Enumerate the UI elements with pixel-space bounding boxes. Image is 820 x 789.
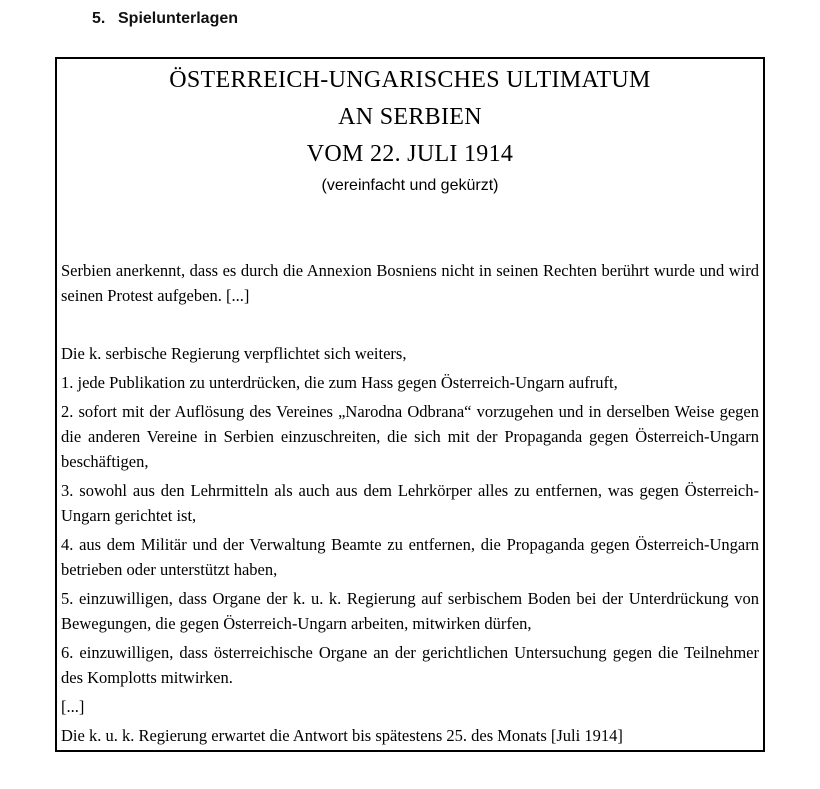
demand-item-6: 6. einzuwilligen, dass österreichische Organe an der gerichtlichen Untersuchung gegen die Teilnehmer des Komplotts mitwirken. [61,643,759,687]
document-subtitle: (vereinfacht und gekürzt) [321,177,499,194]
document-title-line-3: VOM 22. JULI 1914 [306,141,514,167]
demand-item-4: 4. aus dem Militär und der Verwaltung Beamte zu entfernen, die Propaganda gegen Österreich-Ungarn betrieben oder unterstützt haben, [61,535,759,579]
demand-item-5: 5. einzuwilligen, dass Organe der k. u. k. Regierung auf serbischem Boden bei der Unterdrückung von Bewegungen, die gegen Österreich-Ungarn arbeiten, mitwirken dürfen, [61,589,759,633]
obligations-lead-paragraph: Die k. serbische Regierung verpflichtet sich weiters, [61,344,407,363]
section-number: 5. [92,10,106,27]
section-heading [92,9,238,29]
deadline-paragraph: Die k. u. k. Regierung erwartet die Antwort bis spätestens 25. des Monats [Juli 1914] [61,726,623,745]
document-title-line-1: ÖSTERREICH-UNGARISCHES ULTIMATUM [169,67,651,93]
ellipsis-paragraph: [...] [61,697,85,716]
document-body [61,258,759,748]
demand-item-2: 2. sofort mit der Auflösung des Vereines „Narodna Odbrana“ vorzugehen und in derselben Weise gegen die anderen Vereine in Serbien einzuschreiten, die sich mit der Propaganda gegen Österreich-Ungarn beschäftigen, [61,402,759,471]
demand-item-3: 3. sowohl aus den Lehrmitteln als auch aus dem Lehrkörper alles zu entfernen, was gegen Österreich-Ungarn gerichtet ist, [61,481,759,525]
ultimatum-document-box [55,57,765,752]
intro-paragraph: Serbien anerkennt, dass es durch die Annexion Bosniens nicht in seinen Rechten berührt wurde und wird seinen Protest aufgeben. [...] [61,261,759,305]
demand-item-1: 1. jede Publikation zu unterdrücken, die zum Hass gegen Österreich-Ungarn aufruft, [61,373,618,392]
document-title-line-2: AN SERBIEN [338,104,482,130]
section-title: Spielunterlagen [118,10,239,27]
